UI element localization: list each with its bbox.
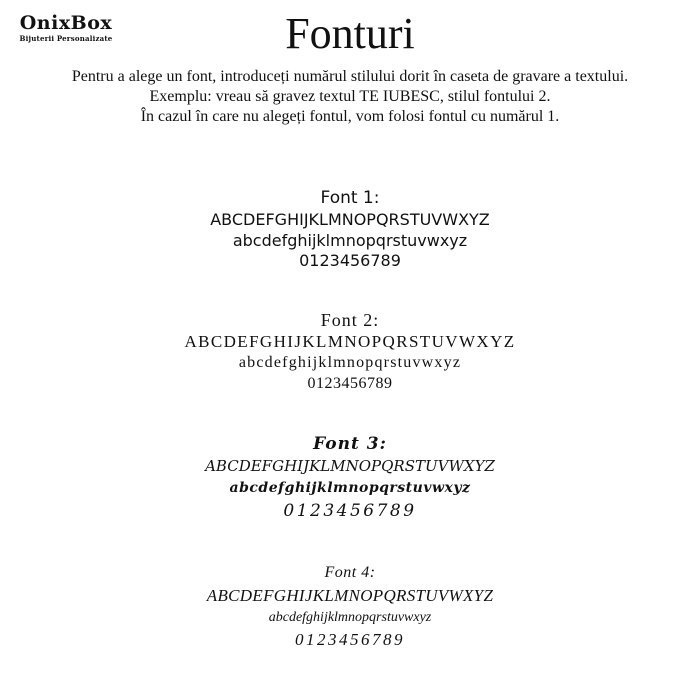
font-sample-4 [0, 562, 700, 652]
brand-name: OnixBox [19, 12, 113, 34]
font-sample-uppercase: ABCDEFGHIJKLMNOPQRSTUVWXYZ [210, 210, 490, 229]
intro-line: Exemplu: vreau să gravez textul TE IUBESC, stilul fontului 2. [149, 88, 551, 105]
intro-text [0, 67, 700, 127]
font-sample-lowercase: abcdefghijklmnopqrstuvwxyz [229, 480, 471, 496]
font-sample-3 [0, 433, 700, 523]
font-sample-lowercase: abcdefghijklmnopqrstuvwxyz [232, 231, 468, 250]
font-sample-digits: 0123456789 [295, 630, 405, 649]
font-sample-digits: 0123456789 [299, 251, 401, 270]
font-sample-uppercase: ABCDEFGHIJKLMNOPQRSTUVWXYZ [205, 457, 495, 475]
font-sample-2 [0, 309, 700, 395]
font-sample-title: Font 2: [320, 310, 380, 330]
intro-line: Pentru a alege un font, introduceți numărul stilului dorit în caseta de gravare a textului. [71, 68, 629, 85]
intro-line: În cazul în care nu alegeți fontul, vom folosi fontul cu numărul 1. [140, 108, 560, 125]
font-sample-digits: 0123456789 [283, 501, 417, 521]
font-sample-digits: 0123456789 [307, 375, 393, 392]
font-sample-uppercase: ABCDEFGHIJKLMNOPQRSTUVWXYZ [206, 586, 494, 605]
page-title: Fonturi [285, 9, 415, 58]
font-sample-title: Font 4: [324, 564, 376, 581]
font-sample-uppercase: ABCDEFGHIJKLMNOPQRSTUVWXYZ [184, 332, 516, 351]
font-sample-1 [0, 187, 700, 271]
brand-tagline: Bijuterii Personalizate [19, 34, 113, 43]
font-sample-title: Font 1: [320, 188, 380, 208]
font-sample-lowercase: abcdefghijklmnopqrstuvwxyz [268, 610, 432, 625]
font-sample-title: Font 3: [313, 434, 387, 454]
font-sample-lowercase: abcdefghijklmnopqrstuvwxyz [238, 354, 462, 371]
